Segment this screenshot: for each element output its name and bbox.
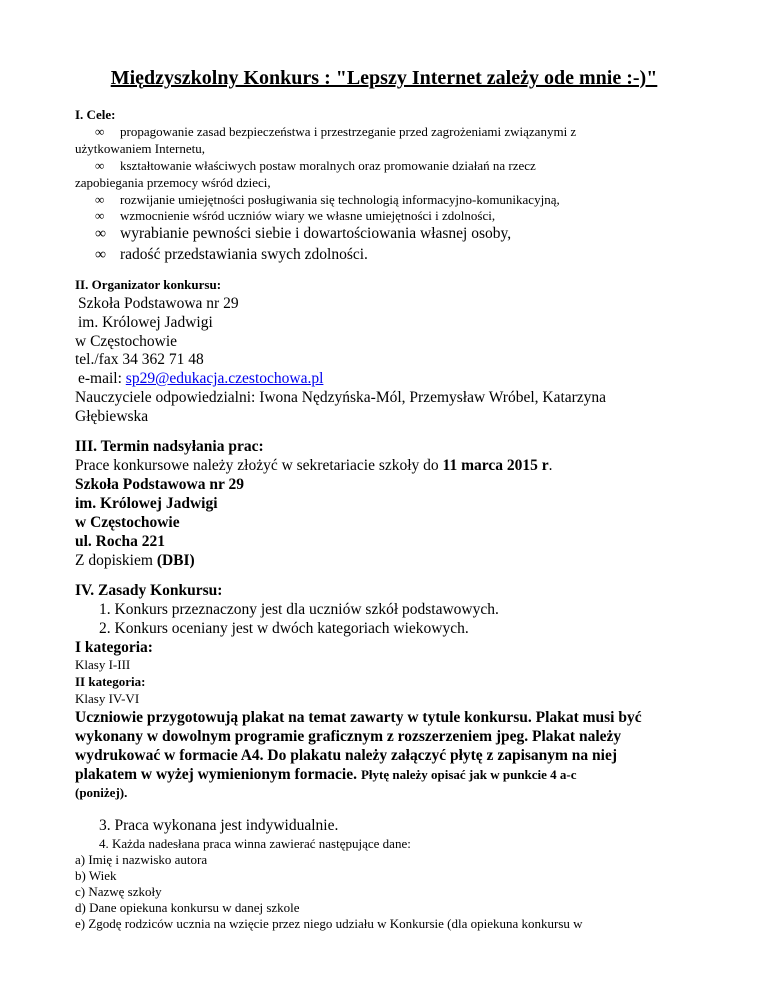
organizer-city: w Częstochowie xyxy=(75,333,178,350)
category-2-value: Klasy IV-VI xyxy=(75,691,140,706)
data-item-e: e) Zgodę rodziców ucznia na wzięcie przez niego udziału w Konkursie (dla opiekuna konkursu w xyxy=(75,916,583,931)
goal-5: ∞ wyrabianie pewności siebie i dowartościowania własnej osoby, xyxy=(95,225,512,242)
teachers-line-1: Nauczyciele odpowiedzialni: Iwona Nędzyńska-Mól, Przemysław Wróbel, Katarzyna xyxy=(75,389,607,406)
goal-3: ∞ rozwijanie umiejętności posługiwania się technologią informacyjno-komunikacyjną, xyxy=(95,192,560,207)
poster-line-3: wydrukować w formacie A4. Do plakatu należy załączyć płytę z zapisanym na niej xyxy=(75,747,618,764)
email-link[interactable]: sp29@edukacja.czestochowa.pl xyxy=(125,370,324,387)
bullet-icon: ∞ xyxy=(95,124,105,139)
organizer-patron: im. Królowej Jadwigi xyxy=(78,314,213,331)
document-title: Międzyszkolny Konkurs : "Lepszy Internet zależy ode mnie :-)" xyxy=(110,67,658,89)
bullet-icon: ∞ xyxy=(95,158,105,173)
section-2-heading: II. Organizator konkursu: xyxy=(75,277,222,292)
data-item-b: b) Wiek xyxy=(75,868,117,883)
section-4-heading: IV. Zasady Konkursu: xyxy=(75,582,223,599)
address-line-2: im. Królowej Jadwigi xyxy=(75,495,218,512)
goal-1-cont: użytkowaniem Internetu, xyxy=(75,141,205,156)
organizer-school: Szkoła Podstawowa nr 29 xyxy=(78,295,239,312)
note-value: (DBI) xyxy=(156,552,195,569)
category-1-label: I kategoria: xyxy=(75,639,153,656)
bullet-icon: ∞ xyxy=(95,246,107,263)
rule-4: 4. Każda nadesłana praca winna zawierać następujące dane: xyxy=(99,836,411,851)
goal-6: ∞ radość przedstawiania swych zdolności. xyxy=(95,246,368,263)
rule-2: 2. Konkurs oceniany jest w dwóch kategoriach wiekowych. xyxy=(99,620,469,637)
address-line-1: Szkoła Podstawowa nr 29 xyxy=(75,476,244,493)
poster-line-2: wykonany w dowolnym programie graficznym z rozszerzeniem jpeg. Plakat należy xyxy=(75,728,622,745)
deadline-line: Prace konkursowe należy złożyć w sekretariacie szkoły do 11 marca 2015 r. xyxy=(75,457,553,474)
goal-2-cont: zapobiegania przemocy wśród dzieci, xyxy=(75,175,271,190)
rule-3: 3. Praca wykonana jest indywidualnie. xyxy=(99,817,339,834)
data-item-d: d) Dane opiekuna konkursu w danej szkole xyxy=(75,900,300,915)
address-line-3: w Częstochowie xyxy=(75,514,180,531)
data-item-c: c) Nazwę szkoły xyxy=(75,884,162,899)
note-line: Z dopiskiem (DBI) xyxy=(75,552,195,569)
category-2-label: II kategoria: xyxy=(75,674,146,689)
section-1-heading: I. Cele: xyxy=(75,107,116,122)
organizer-phone: tel./fax 34 362 71 48 xyxy=(75,351,204,368)
deadline-date: 11 marca 2015 r xyxy=(442,457,549,474)
goal-2: ∞ kształtowanie właściwych postaw moralnych oraz promowanie działań na rzecz xyxy=(95,158,536,173)
goal-4: ∞ wzmocnienie wśród uczniów wiary we własne umiejętności i zdolności, xyxy=(95,208,496,223)
organizer-email-line: e-mail: sp29@edukacja.czestochowa.pl xyxy=(78,370,324,387)
poster-line-4: plakatem w wyżej wymienionym formacie. Płytę należy opisać jak w punkcie 4 a-c xyxy=(75,766,577,783)
category-1-value: Klasy I-III xyxy=(75,657,131,672)
poster-line-1: Uczniowie przygotowują plakat na temat zawarty w tytule konkursu. Plakat musi być xyxy=(75,709,642,726)
rule-1: 1. Konkurs przeznaczony jest dla uczniów szkół podstawowych. xyxy=(99,601,499,618)
poster-line-5: (poniżej). xyxy=(75,785,128,800)
section-3-heading: III. Termin nadsyłania prac: xyxy=(75,438,264,455)
data-item-a: a) Imię i nazwisko autora xyxy=(75,852,208,867)
goal-1: ∞ propagowanie zasad bezpieczeństwa i przestrzeganie przed zagrożeniami związanymi z xyxy=(95,124,577,139)
teachers-line-2: Głębiewska xyxy=(75,408,149,425)
bullet-icon: ∞ xyxy=(95,192,105,207)
address-line-4: ul. Rocha 221 xyxy=(75,533,165,550)
bullet-icon: ∞ xyxy=(95,225,107,242)
bullet-icon: ∞ xyxy=(95,208,105,223)
